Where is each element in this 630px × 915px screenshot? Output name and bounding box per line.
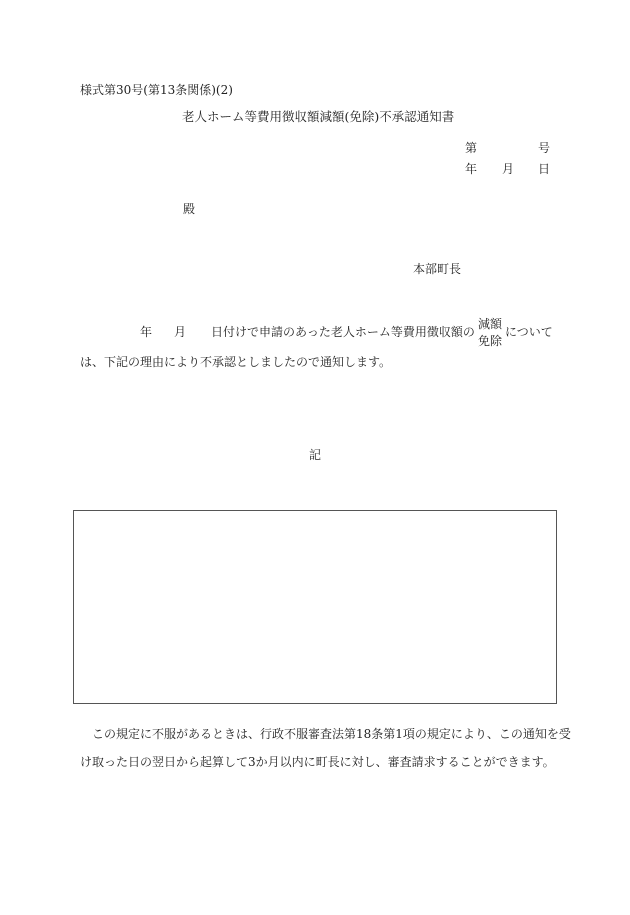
date-month-label: 月 [502, 162, 515, 176]
number-suffix: 号 [538, 141, 551, 155]
addressee-suffix: 殿 [183, 202, 196, 216]
choice-exemption: 免除 [478, 334, 503, 348]
body-text-first: 日付けで申請のあった老人ホーム等費用徴収額の [211, 325, 475, 339]
body-year-label: 年 [140, 325, 153, 339]
reason-box [73, 510, 557, 704]
ki-heading: 記 [309, 448, 322, 462]
form-number: 様式第30号(第13条関係)(2) [80, 83, 233, 97]
issuer-name: 本部町長 [413, 262, 462, 276]
appeal-notice-line-2: け取った日の翌日から起算して3か月以内に町長に対し、審査請求することができます。 [80, 755, 555, 769]
date-day-label: 日 [538, 162, 551, 176]
date-year-label: 年 [465, 162, 478, 176]
number-prefix: 第 [465, 141, 478, 155]
body-month-label: 月 [174, 325, 187, 339]
document-title: 老人ホーム等費用徴収額減額(免除)不承認通知書 [182, 109, 455, 124]
body-text-second: について [505, 325, 553, 339]
body-text-third: は、下記の理由により不承認としましたので通知します。 [80, 355, 392, 369]
appeal-notice-line-1: この規定に不服があるときは、行政不服審査法第18条第1項の規定により、この通知を受 [92, 727, 571, 741]
choice-reduction: 減額 [478, 317, 503, 331]
